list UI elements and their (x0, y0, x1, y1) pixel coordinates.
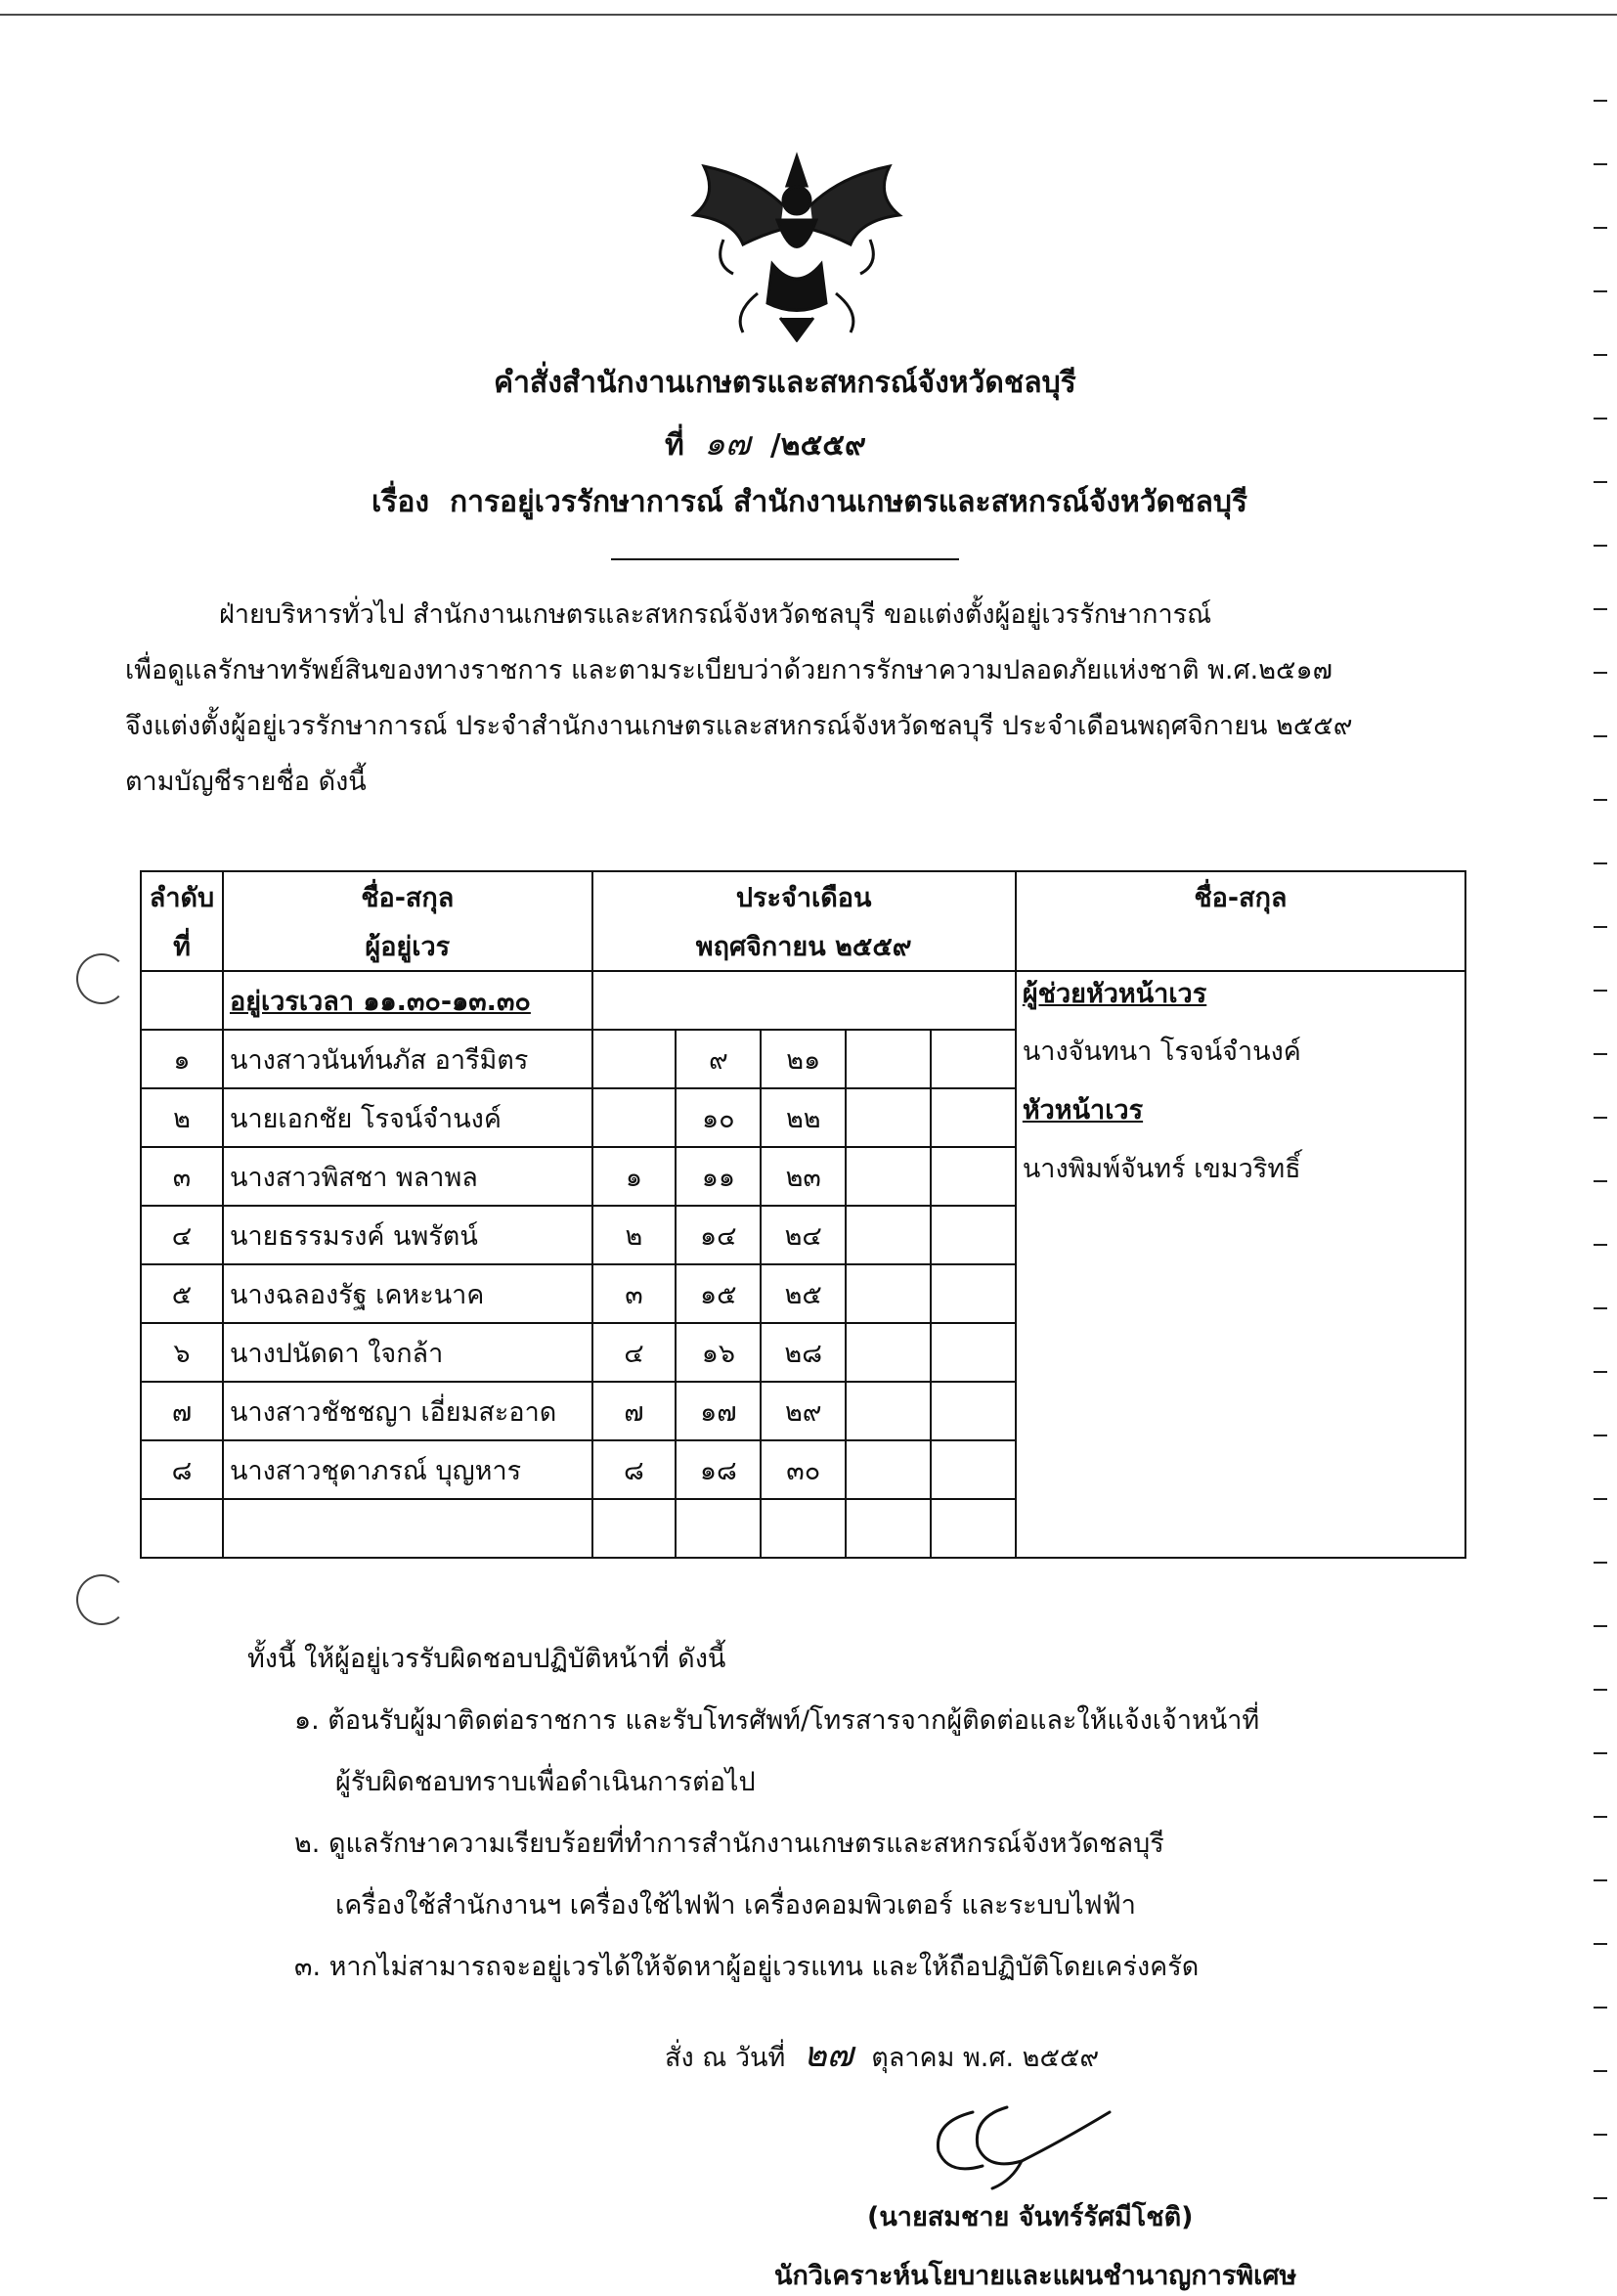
order-prefix: ที่ (665, 428, 684, 463)
table-header-row (141, 871, 1465, 921)
signer-title: นักวิเคราะห์นโยบายและแผนชำนาญการพิเศษ (774, 2261, 1297, 2291)
row-day: ๗ (592, 1382, 677, 1440)
table-cell (846, 1264, 931, 1323)
table-cell (846, 1382, 931, 1440)
duties-intro: ทั้งนี้ ให้ผู้อยู่เวรรับผิดชอบปฏิบัติหน้าที่ ดังนี้ (247, 1644, 726, 1674)
table-cell (1016, 1382, 1465, 1440)
order-subject (371, 479, 1247, 525)
order-day: ๒๗ (803, 2035, 853, 2075)
table-cell (931, 1147, 1016, 1206)
table-cell (931, 1030, 1016, 1088)
row-day: ๑๕ (676, 1264, 761, 1323)
table-cell (931, 1088, 1016, 1147)
time-label-cell (223, 971, 592, 1030)
row-day: ๑๔ (676, 1206, 761, 1264)
table-cell (141, 971, 223, 1030)
duty-roster-table (140, 870, 1466, 1559)
scan-margin-mark (1594, 2134, 1607, 2136)
table-cell (931, 1206, 1016, 1264)
table-cell (676, 1499, 761, 1558)
subject-label: เรื่อง (371, 485, 430, 519)
scan-margin-mark (1594, 1180, 1607, 1182)
row-day: ๒๕ (761, 1264, 846, 1323)
scan-margin-mark (1594, 163, 1607, 165)
scan-edge-line (0, 14, 1617, 16)
table-cell (846, 1206, 931, 1264)
row-day: ๔ (592, 1323, 677, 1382)
table-row (141, 1206, 1465, 1264)
row-name: นางปนัดดา ใจกล้า (223, 1323, 592, 1382)
duty-item-continued: เครื่องใช้สำนักงานฯ เครื่องใช้ไฟฟ้า เครื่องคอมพิวเตอร์ และระบบไฟฟ้า (335, 1890, 1136, 1921)
table-cell (846, 1499, 931, 1558)
order-number: ๑๗ (704, 424, 751, 464)
duty-item: ๒. ดูแลรักษาความเรียบร้อยที่ทำการสำนักงานเกษตรและสหกรณ์จังหวัดชลบุรี (294, 1829, 1164, 1859)
row-name: นางฉลองรัฐ เคหะนาค (223, 1264, 592, 1323)
handwritten-signature (914, 2083, 1139, 2190)
scan-margin-mark (1594, 1562, 1607, 1564)
scan-margin-mark (1594, 1117, 1607, 1119)
table-cell (761, 1499, 846, 1558)
table-cell (1016, 1440, 1465, 1499)
scan-margin-mark (1594, 735, 1607, 737)
table-cell (846, 1323, 931, 1382)
duty-head-name: นางพิมพ์จันทร์ เขมวริทธิ์ (1022, 1154, 1301, 1184)
row-name: นางสาวชัชชญา เอี่ยมสะอาด (223, 1382, 592, 1440)
table-row (141, 1147, 1465, 1206)
table-cell (931, 1499, 1016, 1558)
row-day: ๑๗ (676, 1382, 761, 1440)
assistant-head-label: ผู้ช่วยหัวหน้าเวร (1022, 979, 1207, 1009)
row-day: ๒๒ (761, 1088, 846, 1147)
scan-margin-mark (1594, 862, 1607, 864)
row-name: นายเอกชัย โรจน์จำนงค์ (223, 1088, 592, 1147)
row-day: ๒๙ (761, 1382, 846, 1440)
subject-text: การอยู่เวรรักษาการณ์ สำนักงานเกษตรและสหกรณ์จังหวัดชลบุรี (449, 485, 1248, 519)
table-row (141, 1382, 1465, 1440)
table-cell (592, 971, 1016, 1030)
table-cell (846, 1030, 931, 1088)
table-cell (1016, 1206, 1465, 1264)
ordered-prefix: สั่ง ณ วันที่ (665, 2043, 786, 2073)
table-cell (931, 1323, 1016, 1382)
punch-hole-mark (76, 1574, 127, 1625)
row-day: ๓ (592, 1264, 677, 1323)
order-month-year: ตุลาคม พ.ศ. ๒๕๕๙ (871, 2043, 1100, 2073)
row-number: ๖ (141, 1323, 223, 1382)
header-supervisor-sub (1016, 921, 1465, 971)
header-month: ประจำเดือน (592, 871, 1016, 921)
assistant-name-cell (1016, 1030, 1465, 1088)
row-day: ๒๓ (761, 1147, 846, 1206)
row-day: ๘ (592, 1440, 677, 1499)
table-cell (846, 1088, 931, 1147)
row-number: ๗ (141, 1382, 223, 1440)
table-row (141, 1088, 1465, 1147)
garuda-emblem-icon (665, 147, 929, 342)
duties-section (247, 1628, 1323, 1998)
scan-margin-mark (1594, 1943, 1607, 1945)
row-name: นางสาวพิสชา พลาพล (223, 1147, 592, 1206)
scan-margin-mark (1594, 799, 1607, 801)
header-month-sub: พฤศจิกายน ๒๕๕๙ (592, 921, 1016, 971)
duty-time-label: อยู่เวรเวลา ๑๑.๓๐-๑๓.๓๐ (229, 986, 531, 1017)
scan-margin-mark (1594, 545, 1607, 547)
scan-margin-mark (1594, 1307, 1607, 1309)
scan-margin-mark (1594, 2007, 1607, 2009)
table-cell (931, 1382, 1016, 1440)
body-line: ฝ่ายบริหารทั่วไป สำนักงานเกษตรและสหกรณ์จังหวัดชลบุรี ขอแต่งตั้งผู้อยู่เวรรักษาการณ์ (219, 599, 1212, 630)
scan-margin-mark (1594, 1625, 1607, 1627)
signer-name: (นายสมชาย จันทร์รัศมีโชติ) (867, 2202, 1194, 2232)
order-number-line (665, 417, 866, 469)
table-cell (141, 1499, 223, 1558)
scan-margin-mark (1594, 2197, 1607, 2199)
table-cell (846, 1440, 931, 1499)
head-name-cell (1016, 1147, 1465, 1206)
table-row (141, 1030, 1465, 1088)
header-name-sub: ผู้อยู่เวร (223, 921, 592, 971)
row-name: นางสาวชุดาภรณ์ บุญหาร (223, 1440, 592, 1499)
body-line: ตามบัญชีรายชื่อ ดังนี้ (125, 767, 367, 797)
table-cell (1016, 1264, 1465, 1323)
scan-margin-mark (1594, 1053, 1607, 1055)
row-day: ๑๖ (676, 1323, 761, 1382)
row-number: ๔ (141, 1206, 223, 1264)
scan-margin-mark (1594, 354, 1607, 356)
body-line: จึงแต่งตั้งผู้อยู่เวรรักษาการณ์ ประจำสำนักงานเกษตรและสหกรณ์จังหวัดชลบุรี ประจำเดือนพฤศจิกายน ๒๕๕๙ (125, 711, 1353, 741)
table-cell (931, 1264, 1016, 1323)
header-name: ชื่อ-สกุล (223, 871, 592, 921)
body-line: เพื่อดูแลรักษาทรัพย์สินของทางราชการ และตามระเบียบว่าด้วยการรักษาความปลอดภัยแห่งชาติ พ.ศ.๒๕๑๗ (125, 655, 1333, 685)
duty-item: ๓. หากไม่สามารถจะอยู่เวรได้ให้จัดหาผู้อยู่เวรแทน และให้ถือปฏิบัติโดยเคร่งครัด (294, 1952, 1200, 1982)
body-paragraph (125, 587, 1406, 810)
table-cell (931, 1440, 1016, 1499)
row-day (592, 1088, 677, 1147)
row-day: ๓๐ (761, 1440, 846, 1499)
scan-margin-mark (1594, 1816, 1607, 1818)
scan-margin-mark (1594, 100, 1607, 102)
scan-margin-mark (1594, 926, 1607, 928)
row-day: ๑๑ (676, 1147, 761, 1206)
table-row (141, 1264, 1465, 1323)
table-row (141, 1323, 1465, 1382)
row-number: ๘ (141, 1440, 223, 1499)
order-date-line (665, 2026, 1099, 2082)
duty-item: ๑. ต้อนรับผู้มาติดต่อราชการ และรับโทรศัพท์/โทรสารจากผู้ติดต่อและให้แจ้งเจ้าหน้าที่ (294, 1705, 1260, 1736)
table-cell (1016, 1499, 1465, 1558)
header-supervisor: ชื่อ-สกุล (1016, 871, 1465, 921)
table-cell (846, 1147, 931, 1206)
scan-margin-mark (1594, 608, 1607, 610)
row-number: ๑ (141, 1030, 223, 1088)
row-day: ๑๐ (676, 1088, 761, 1147)
row-day (592, 1030, 677, 1088)
row-day: ๙ (676, 1030, 761, 1088)
scan-margin-mark (1594, 1879, 1607, 1881)
scan-margin-mark (1594, 1689, 1607, 1691)
scan-margin-mark (1594, 990, 1607, 992)
row-day: ๑ (592, 1147, 677, 1206)
row-day: ๒ (592, 1206, 677, 1264)
scan-margin-mark (1594, 1752, 1607, 1754)
duty-item-continued: ผู้รับผิดชอบทราบเพื่อดำเนินการต่อไป (335, 1767, 756, 1797)
header-order: ลำดับ (141, 871, 223, 921)
header-order-sub: ที่ (141, 921, 223, 971)
table-cell (223, 1499, 592, 1558)
row-number: ๕ (141, 1264, 223, 1323)
scan-margin-mark (1594, 2070, 1607, 2072)
scan-margin-mark (1594, 1371, 1607, 1373)
scan-margin-mark (1594, 481, 1607, 483)
row-number: ๒ (141, 1088, 223, 1147)
row-day: ๒๘ (761, 1323, 846, 1382)
head-label-cell (1016, 1088, 1465, 1147)
row-number: ๓ (141, 1147, 223, 1206)
assistant-head-name: นางจันทนา โรจน์จำนงค์ (1022, 1037, 1301, 1067)
scan-margin-mark (1594, 1498, 1607, 1500)
table-cell (1016, 1323, 1465, 1382)
row-name: นางสาวนันท์นภัส อารีมิตร (223, 1030, 592, 1088)
title-divider (611, 558, 959, 560)
table-row (141, 971, 1465, 1030)
order-title: คำสั่งสำนักงานเกษตรและสหกรณ์จังหวัดชลบุรี (494, 366, 1076, 400)
scan-margin-mark (1594, 290, 1607, 292)
table-row (141, 1440, 1465, 1499)
row-day: ๑๘ (676, 1440, 761, 1499)
row-day: ๒๔ (761, 1206, 846, 1264)
scan-margin-mark (1594, 1435, 1607, 1436)
row-name: นายธรรมรงค์ นพรัตน์ (223, 1206, 592, 1264)
supervisor-assistant-label-cell (1016, 971, 1465, 1030)
scan-margin-mark (1594, 672, 1607, 674)
scan-margin-mark (1594, 418, 1607, 419)
table-header-row (141, 921, 1465, 971)
scan-margin-mark (1594, 227, 1607, 229)
table-cell (592, 1499, 677, 1558)
scan-margin-mark (1594, 1244, 1607, 1246)
duty-head-label: หัวหน้าเวร (1022, 1095, 1144, 1126)
table-row (141, 1499, 1465, 1558)
punch-hole-mark (76, 953, 127, 1004)
order-year: /๒๕๕๙ (769, 428, 866, 463)
row-day: ๒๑ (761, 1030, 846, 1088)
